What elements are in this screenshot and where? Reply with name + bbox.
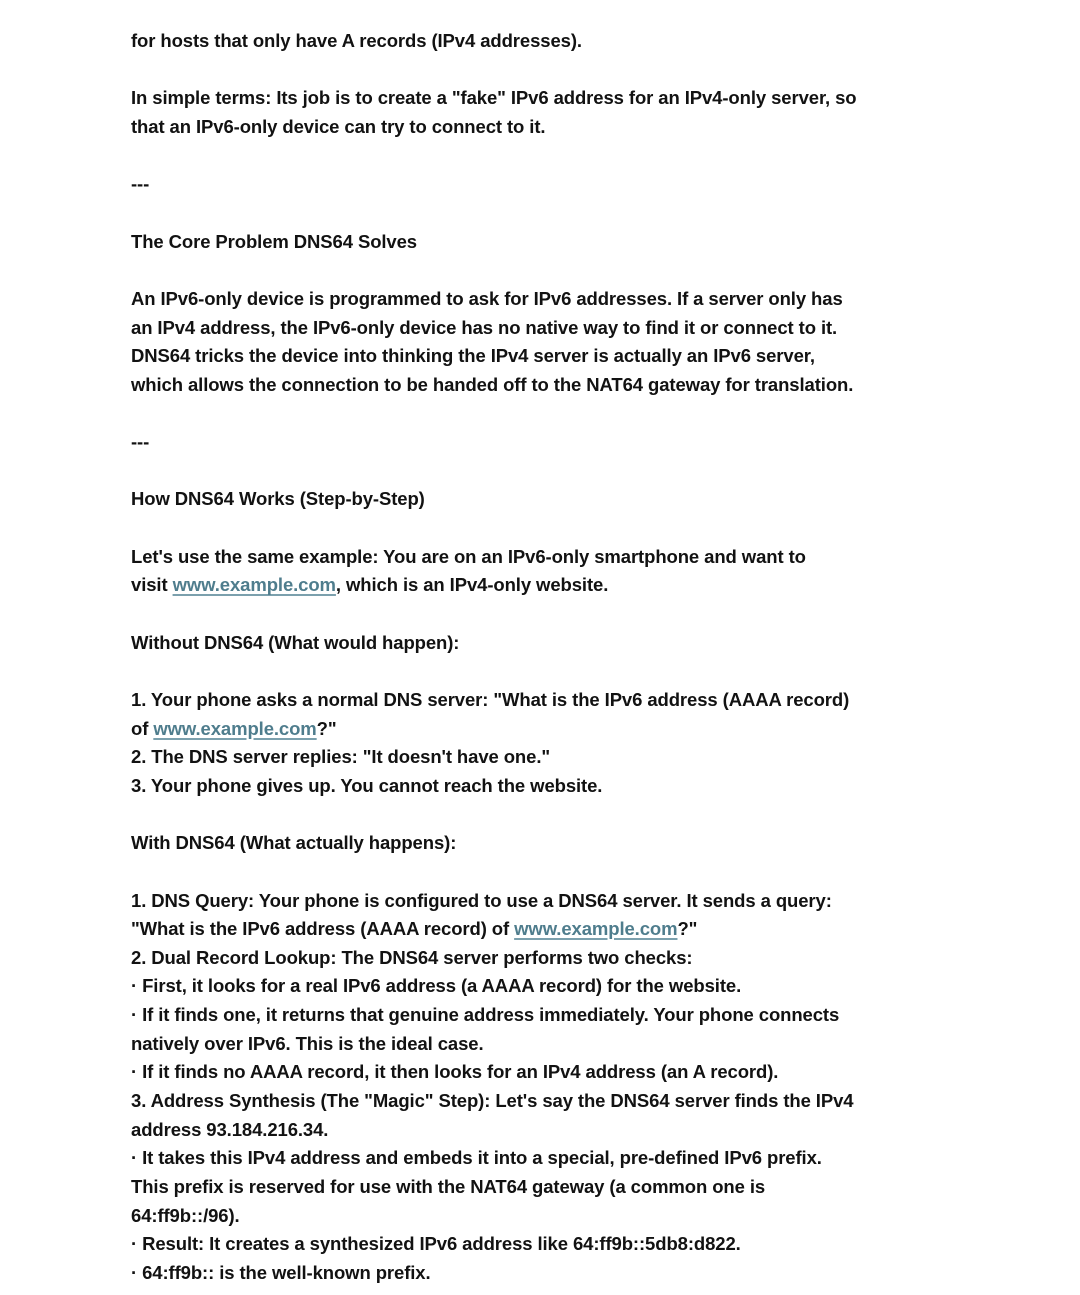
text-segment: an IPv4 address, the IPv6-only device has no native way to find it or connect to it. (131, 316, 838, 338)
text-line (131, 1116, 1030, 1145)
text-segment: --- (131, 173, 150, 195)
text-segment: · 64:ff9b:: is the well-known prefix. (131, 1262, 431, 1284)
text-segment: address 93.184.216.34. (131, 1118, 329, 1140)
section-heading (131, 485, 1030, 514)
text-line (131, 113, 1030, 142)
text-line (131, 1030, 1030, 1059)
text-line (131, 314, 1030, 343)
text-line (131, 1087, 1030, 1116)
text-segment: which allows the connection to be handed off to the NAT64 gateway for translation. (131, 373, 854, 395)
text-line (131, 228, 1030, 257)
text-segment: An IPv6-only device is programmed to ask for IPv6 addresses. If a server only has (131, 287, 843, 309)
text-segment: that an IPv6-only device can try to connect to it. (131, 115, 546, 137)
text-segment: With DNS64 (What actually happens): (131, 832, 457, 854)
text-line (131, 342, 1030, 371)
text-segment: of (131, 717, 154, 739)
text-line (131, 1202, 1030, 1231)
text-segment: · It takes this IPv4 address and embeds it into a special, pre-defined IPv6 prefix. (131, 1147, 822, 1169)
paragraph (131, 84, 1030, 141)
text-segment: The Core Problem DNS64 Solves (131, 230, 418, 252)
section-heading (131, 829, 1030, 858)
text-line (131, 170, 1030, 199)
text-segment: · If it finds one, it returns that genuine address immediately. Your phone connects (131, 1004, 840, 1026)
text-line (131, 84, 1030, 113)
text-segment: Let's use the same example: You are on an IPv6-only smartphone and want to (131, 545, 806, 567)
text-line (131, 1173, 1030, 1202)
text-line (131, 371, 1030, 400)
text-segment: ?" (316, 717, 337, 739)
text-segment: · First, it looks for a real IPv6 address (a AAAA record) for the website. (131, 975, 742, 997)
paragraph (131, 887, 1030, 1288)
section-divider (131, 170, 1030, 199)
text-segment: for hosts that only have A records (IPv4 addresses). (131, 30, 582, 51)
text-segment: visit (131, 574, 173, 596)
text-line (131, 285, 1030, 314)
paragraph (131, 285, 1030, 400)
text-segment: How DNS64 Works (Step-by-Step) (131, 488, 425, 510)
text-segment: natively over IPv6. This is the ideal case. (131, 1032, 484, 1054)
text-line (131, 1144, 1030, 1173)
text-line (131, 485, 1030, 514)
text-line (131, 1001, 1030, 1030)
text-line (131, 743, 1030, 772)
text-segment: , which is an IPv4-only website. (335, 574, 609, 596)
hyperlink-www-example-com[interactable]: www.example.com (514, 918, 678, 940)
text-segment: 2. The DNS server replies: "It doesn't have one." (131, 746, 551, 768)
text-segment: 64:ff9b::/96). (131, 1204, 240, 1226)
paragraph (131, 543, 1030, 600)
text-segment: Without DNS64 (What would happen): (131, 631, 460, 653)
text-line (131, 629, 1030, 658)
text-line (131, 1058, 1030, 1087)
text-segment: 1. DNS Query: Your phone is configured to use a DNS64 server. It sends a query: (131, 889, 832, 911)
text-line (131, 715, 1030, 744)
text-segment: 3. Your phone gives up. You cannot reach the website. (131, 774, 603, 796)
text-segment: This prefix is reserved for use with the NAT64 gateway (a common one is (131, 1176, 766, 1198)
text-segment: --- (131, 431, 150, 453)
section-heading (131, 629, 1030, 658)
text-line (131, 772, 1030, 801)
text-segment: · If it finds no AAAA record, it then looks for an IPv4 address (an A record). (131, 1061, 779, 1083)
text-line (131, 887, 1030, 916)
text-segment: 3. Address Synthesis (The "Magic" Step): Let's say the DNS64 server finds the IPv4 (131, 1090, 854, 1112)
text-line (131, 944, 1030, 973)
text-segment: · Result: It creates a synthesized IPv6 address like 64:ff9b::5db8:d822. (131, 1233, 741, 1255)
text-line (131, 1259, 1030, 1288)
text-segment: 2. Dual Record Lookup: The DNS64 server performs two checks: (131, 946, 693, 968)
text-segment: 1. Your phone asks a normal DNS server: "What is the IPv6 address (AAAA record) (131, 688, 850, 710)
paragraph (131, 686, 1030, 801)
text-segment: DNS64 tricks the device into thinking the IPv4 server is actually an IPv6 server, (131, 345, 815, 367)
text-line (131, 829, 1030, 858)
section-heading (131, 228, 1030, 257)
text-line (131, 972, 1030, 1001)
hyperlink-www-example-com[interactable]: www.example.com (172, 574, 336, 596)
text-line (131, 543, 1030, 572)
text-line (131, 428, 1030, 457)
hyperlink-www-example-com[interactable]: www.example.com (153, 717, 317, 739)
text-segment: "What is the IPv6 address (AAAA record) of (131, 918, 515, 940)
text-line (131, 915, 1030, 944)
text-line (131, 27, 1030, 56)
text-line (131, 1230, 1030, 1259)
text-segment: ?" (677, 918, 698, 940)
text-line (131, 571, 1030, 600)
section-divider (131, 428, 1030, 457)
text-segment: In simple terms: Its job is to create a "fake" IPv6 address for an IPv4-only server, so (131, 87, 857, 109)
text-line (131, 686, 1030, 715)
paragraph (131, 27, 1030, 56)
